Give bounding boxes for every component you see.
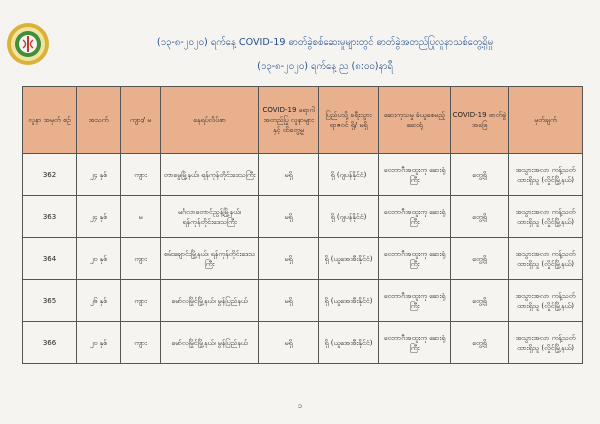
cell-hospital: ဝေဘာဂီအထူးကု ဆေးရုံကြီး	[379, 238, 451, 280]
cell-remark: အသွားအလာ ကန့်သတ်ထားရှိသူ (လှိုင်မြို့နယ်)	[509, 280, 583, 322]
cell-contact: မရှိ	[259, 280, 319, 322]
table-row	[23, 196, 583, 238]
cell-case-no: 365	[23, 280, 77, 322]
table-row	[23, 238, 583, 280]
cell-case-no: 362	[23, 154, 77, 196]
cell-travel: ရှိ (ယူအေအီးနိုင်ငံ)	[319, 322, 379, 364]
cell-address: မော်လမြိုင်မြို့နယ်၊ မွန်ပြည်နယ်	[161, 280, 259, 322]
cell-address: မင်္ဂလာတောင်ညွန့်မြို့နယ်၊ ရန်ကုန်တိုင်းဒေသကြီး	[161, 196, 259, 238]
page-number: ၁	[297, 401, 303, 410]
cell-sex: ကျား	[121, 322, 161, 364]
cell-age: ၂၄ နှစ်	[77, 154, 121, 196]
cell-contact: မရှိ	[259, 322, 319, 364]
ministry-of-health-logo	[6, 22, 50, 66]
table-row	[23, 280, 583, 322]
page-subtitle: (၁၃-၈-၂၀၂၀) ရက်နေ့ ည (၈:၀၀)နာရီ	[257, 61, 393, 72]
cell-case-no: 366	[23, 322, 77, 364]
header-remark: မှတ်ချက်	[509, 87, 583, 154]
header-sex: ကျား/ မ	[121, 87, 161, 154]
cell-age: ၂၀ နှစ်	[77, 238, 121, 280]
page-title: (၁၃-၈-၂၀၂၀) ရက်နေ့ COVID-19 ဓာတ်ခွဲစစ်ဆေးမှုများတွင် ဓာတ်ခွဲအတည်ပြုလူနာသစ်တွေ့ရှိမှု	[156, 37, 494, 48]
cases-table	[22, 86, 583, 364]
cell-age: ၂၀ နှစ်	[77, 322, 121, 364]
table-header-row	[23, 87, 583, 154]
cell-remark: အသွားအလာ ကန့်သတ်ထားရှိသူ (လှိုင်မြို့နယ်)	[509, 322, 583, 364]
cell-hospital: ဝေဘာဂီအထူးကု ဆေးရုံကြီး	[379, 322, 451, 364]
cell-address: မော်လမြိုင်မြို့နယ်၊ မွန်ပြည်နယ်	[161, 322, 259, 364]
cell-case-no: 364	[23, 238, 77, 280]
cell-result: တွေ့ရှိ	[451, 196, 509, 238]
cell-sex: ကျား	[121, 280, 161, 322]
table-row	[23, 154, 583, 196]
cell-result: တွေ့ရှိ	[451, 322, 509, 364]
cell-address: စမ်းချောင်းမြို့နယ်၊ ရန်ကုန်တိုင်းဒေသကြီး	[161, 238, 259, 280]
header-address: နေရပ်လိပ်စာ	[161, 87, 259, 154]
cell-address: တာမွေမြို့နယ်၊ ရန်ကုန်တိုင်းဒေသကြီး	[161, 154, 259, 196]
cell-age: ၂၆ နှစ်	[77, 280, 121, 322]
cell-remark: အသွားအလာ ကန့်သတ်ထားရှိသူ (လှိုင်မြို့နယ်)	[509, 238, 583, 280]
header-age: အသက်	[77, 87, 121, 154]
cell-result: တွေ့ရှိ	[451, 154, 509, 196]
cell-travel: ရှိ (ဂျပန်နိုင်ငံ)	[319, 196, 379, 238]
header-travel: ပြည်ပသို့ ခရီးသွား ရာဇဝင် ရှိ/ မရှိ	[319, 87, 379, 154]
cell-sex: ကျား	[121, 154, 161, 196]
header-result: COVID-19 ဓာတ်ခွဲအဖြေ	[451, 87, 509, 154]
cell-result: တွေ့ရှိ	[451, 280, 509, 322]
cell-contact: မရှိ	[259, 196, 319, 238]
cell-travel: ရှိ (ယူအေအီးနိုင်ငံ)	[319, 238, 379, 280]
cell-sex: ကျား	[121, 238, 161, 280]
table-row	[23, 322, 583, 364]
cell-travel: ရှိ (ယူအေအီးနိုင်ငံ)	[319, 280, 379, 322]
cell-sex: မ	[121, 196, 161, 238]
cell-travel: ရှိ (ဂျပန်နိုင်ငံ)	[319, 154, 379, 196]
cell-age: ၂၄ နှစ်	[77, 196, 121, 238]
header-hospital: ဆေးကုသမှု ခံယူစေမည့်ဆေးရုံ	[379, 87, 451, 154]
cell-remark: အသွားအလာ ကန့်သတ်ထားရှိသူ (လှိုင်မြို့နယ်)	[509, 154, 583, 196]
cell-remark: အသွားအလာ ကန့်သတ်ထားရှိသူ (လှိုင်မြို့နယ်)	[509, 196, 583, 238]
cell-result: တွေ့ရှိ	[451, 238, 509, 280]
header-case-no: လူနာ အမှတ် စဉ်	[23, 87, 77, 154]
header-contact: COVID-19 ရောဂါ အတည်ပြု လူနာများနှင့် ထိတွေ့မှု	[259, 87, 319, 154]
cell-hospital: ဝေဘာဂီအထူးကု ဆေးရုံကြီး	[379, 154, 451, 196]
cell-contact: မရှိ	[259, 238, 319, 280]
cell-case-no: 363	[23, 196, 77, 238]
cell-hospital: ဝေဘာဂီအထူးကု ဆေးရုံကြီး	[379, 280, 451, 322]
cell-hospital: ဝေဘာဂီအထူးကု ဆေးရုံကြီး	[379, 196, 451, 238]
cell-contact: မရှိ	[259, 154, 319, 196]
